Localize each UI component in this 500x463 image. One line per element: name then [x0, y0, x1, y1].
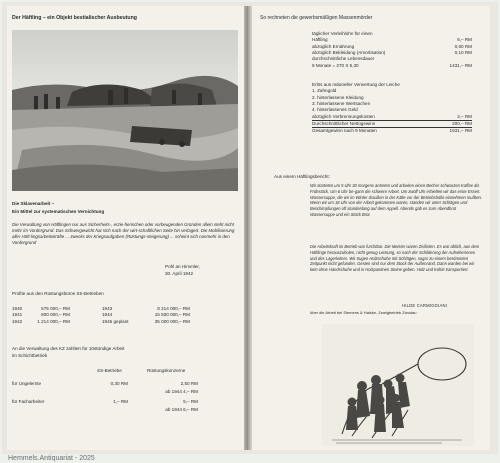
booklet-spread — [2, 2, 498, 454]
profit-row: 1940 575 000,– RM — [12, 306, 70, 311]
calc-block — [312, 31, 472, 69]
left-page-header: Der Häftling – ein Objekt bestialischer Ausbeutung — [12, 15, 137, 21]
page-gutter — [244, 6, 252, 450]
wage-row: für Ungelernte 0,30 RM 2,50 RM — [12, 381, 198, 386]
wage-title: An die Verwaltung des KZ zahlten für 10stündige Arbeit — [12, 346, 125, 351]
profits-left-col — [12, 306, 70, 325]
calc-row: Gesamtgewinn nach 9 Monaten 1631,– RM — [312, 128, 472, 134]
watermark: Hemmels.Antiquariat - 2025 — [8, 455, 95, 462]
profit-row: 1942 1 214 000,– RM — [12, 318, 70, 324]
calc-row: 2. hinterlassene Kleidung — [312, 94, 364, 100]
profit-row: 1945 geplant 35 000 000,– RM — [102, 318, 190, 324]
wage-row: für Facharbeiter 1,– RM 5,– RM — [12, 399, 198, 404]
report-title: Aus einem Häftlingsbericht: — [274, 174, 330, 179]
calc-row: 9 Monate = 270 X 5,30 1431,– RM — [312, 62, 472, 68]
wage-row: ab 1944 6,– RM — [165, 407, 198, 412]
calc-row: abzüglich Bekleidung (Amortisation) 0,10 RM — [312, 49, 472, 55]
calc-row: 1. Zahngold — [312, 88, 337, 94]
labor-photo — [12, 30, 238, 191]
calc-row: abzüglich Ernährung 0,60 RM — [312, 43, 472, 49]
report-author-note: über die Arbeit bei Siemens & Halske, Zweigbetrieb Zwodau — [310, 310, 417, 315]
quote-text: Die Verwaltung von Häftlingen nur aus Sicherheits-, erzie-herischen oder vorbeugenden Gründen allein steht nicht mehr im Vordergrund. Das Schwergewicht hat sich nach der wirt-schaftlichen Seite hin verlagert. Die Mobilisierung aller Häft-lingsarbeitskräfte ... zwecks der Kriegsaufgaben (Rüstungs-steigerung) ... scheint sich nunmehr in den Vordergrund — [12, 222, 235, 246]
right-page — [252, 6, 490, 450]
calc-row: abzüglich Verbrennungskosten 2,– RM — [312, 114, 472, 121]
quote-date: 30. April 1942 — [165, 271, 194, 276]
report-paragraph-1: Wir starteten um 5 Uhr 30 morgens antreten und arbeiten einen Becher schwarzen Kaffee als Frühstück. Um 6 Uhr be-gann die schwere Arbeit. Um zwölf Uhr erhielten wir das erste Essen: Wassersuppe, die wir im Winter draußen in der Kälte vor der Betriebshalle einnehmen mußten. Wenn wir um 18 Uhr von der Arbeit gekommen waren, standen wir unter Schlägen und Beschimpfungen oft stundenlang auf dem Appell. Abends gab es zum Abendbrot Wassersuppe und ein Stück Brot. — [310, 183, 482, 218]
section-title: Die Sklavenarbeit – — [12, 201, 55, 206]
wage-title-2: im Schichtbetrieb — [12, 353, 48, 358]
prisoners-drawing — [322, 324, 474, 446]
profit-row: 1943 8 214 000,– RM — [102, 306, 190, 311]
calc-block-2 — [312, 82, 472, 135]
section-subtitle: Ein Mittel zur systematischen Vernichtung — [12, 209, 105, 214]
calc-row: 3. hinterlassene Wertsachen — [312, 100, 371, 106]
profit-row: 1941 800 000,– RM — [12, 312, 70, 318]
profit-row: 1944 15 500 000,– RM — [102, 312, 190, 318]
calc-row: 4. hinterlassenes Geld — [312, 107, 358, 113]
profits-right-col — [102, 306, 190, 325]
calc-row: täglicher Verleihlohn für einen — [312, 31, 373, 36]
col-rk: Rüstungskonzerne — [147, 368, 186, 373]
calc-row: Durchschnittlicher Nettogewinn 200,– RM — [312, 121, 472, 128]
right-page-header: So rechneten die gewerbsmäßigen Massenmörder — [260, 15, 373, 21]
calc-row: Häftling 6,– RM — [312, 37, 472, 43]
left-page — [7, 6, 244, 450]
wage-row: ab 1944 4,– RM — [165, 389, 198, 394]
profits-title: Profite aus den Rüstungsbüros SS-Betrieben — [12, 291, 104, 296]
calc-row: durchschnittliche Lebensdauer — [312, 56, 375, 62]
quote-signature: Pohl an Himmler, — [165, 264, 200, 269]
report-author: HILDE CARMIGGIANI — [402, 303, 448, 308]
report-paragraph-2: Die Arbeitskraft im Betrieb war furchtbar. Die Meister waren Zivilisten. Es war üblich, aus dem Häftlinge herauszuholen, nicht genug Leistung, so nach der Schilderung der Aufseherinnen und des Lagerleiters. Wir trugen Holzschuhe mit Schlägen, sogar zu einem bestimmten Zeitpunkt nicht gefunden. Gesten sind nur dem Stock der Außenrand, Dann warden bei wir kein ohne Handschuhe und in Holzpantinen Steine geben. Holz und Kohle transportiert. — [310, 244, 480, 273]
calc-row: Erlös aus rationeller Verwertung der Leiche — [312, 82, 400, 87]
col-ss: SS-Betriebe — [97, 368, 122, 373]
